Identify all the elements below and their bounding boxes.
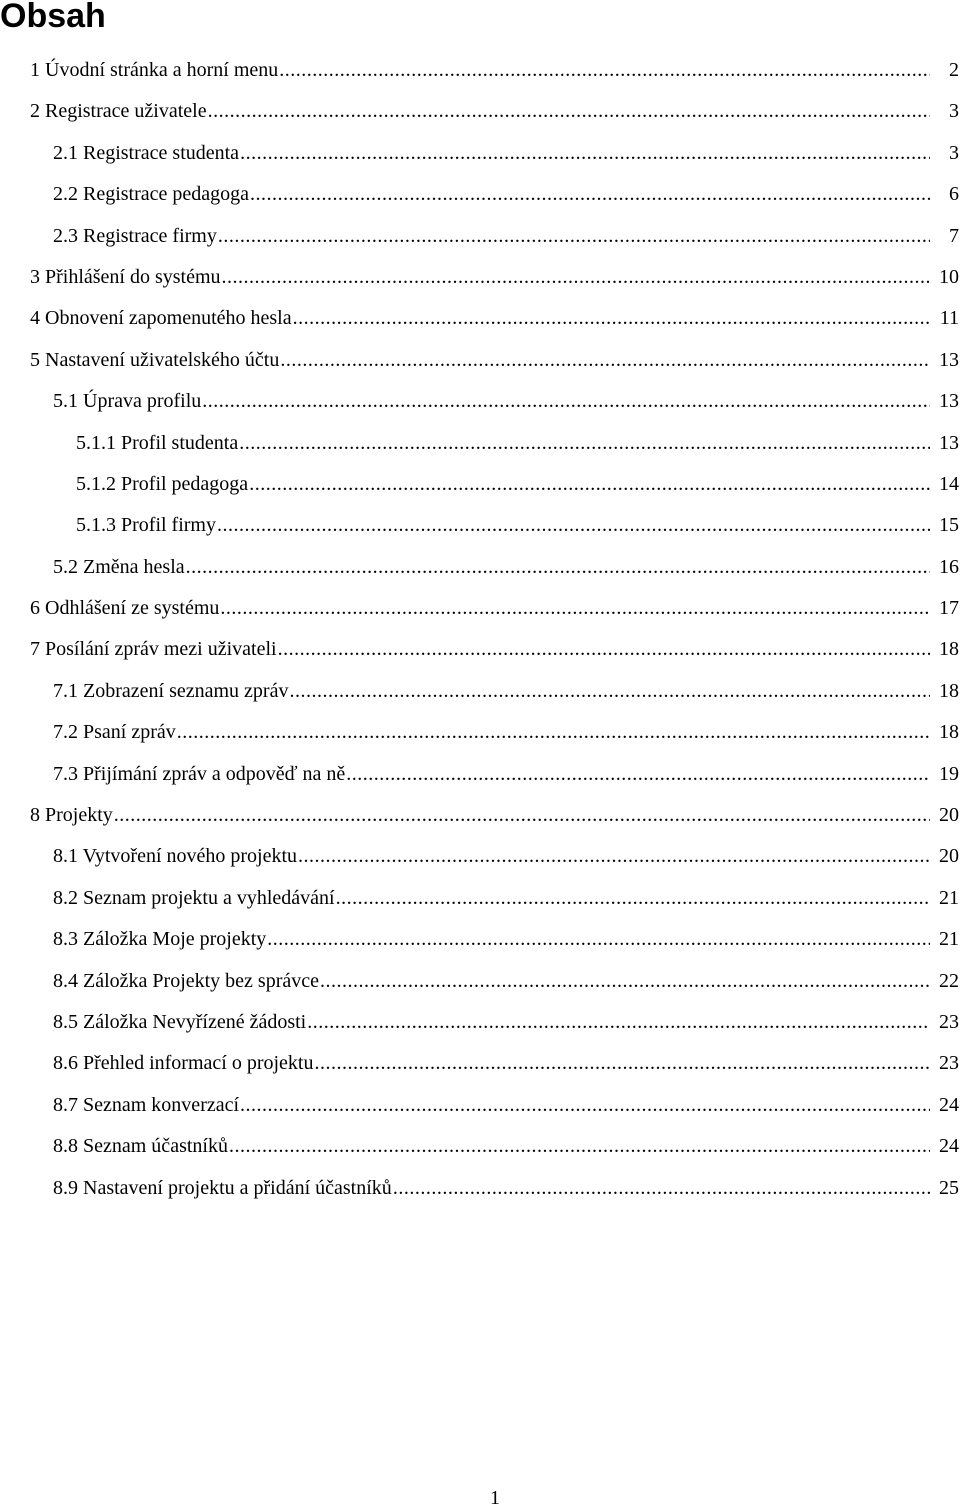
toc-dot-leader bbox=[293, 298, 930, 339]
toc-entry-label: 8.8 Seznam účastníků bbox=[53, 1135, 228, 1158]
toc-entry-page: 14 bbox=[939, 472, 959, 495]
toc-entry-page: 18 bbox=[939, 721, 959, 744]
toc-entry[interactable] bbox=[0, 50, 960, 91]
toc-dot-leader bbox=[114, 795, 930, 836]
toc-entry[interactable] bbox=[0, 629, 960, 670]
toc-entry-label: 5.1.2 Profil pedagoga bbox=[76, 472, 249, 495]
toc-entry-label: 4 Obnovení zapomenutého hesla bbox=[30, 307, 292, 330]
toc-entry-label: 5.1.1 Profil studenta bbox=[76, 431, 239, 454]
toc-dot-leader bbox=[229, 1126, 930, 1167]
toc-dot-leader bbox=[202, 381, 930, 422]
page-title: Obsah bbox=[0, 0, 106, 35]
toc-entry-page: 2 bbox=[949, 59, 959, 81]
toc-dot-leader bbox=[346, 754, 930, 795]
toc-entry[interactable] bbox=[0, 216, 960, 257]
toc-dot-leader bbox=[298, 836, 930, 877]
toc-entry-label: 6 Odhlášení ze systému bbox=[30, 597, 220, 620]
toc-dot-leader bbox=[218, 216, 930, 257]
toc-dot-leader bbox=[217, 505, 930, 546]
toc-entry-label: 8 Projekty bbox=[30, 804, 113, 827]
toc-dot-leader bbox=[177, 712, 930, 753]
toc-entry-label: 5.1.3 Profil firmy bbox=[76, 514, 216, 537]
toc-entry-page: 22 bbox=[939, 969, 959, 992]
toc-entry-page: 18 bbox=[939, 679, 959, 702]
toc-entry-page: 17 bbox=[939, 597, 959, 620]
toc-entry-label: 8.4 Záložka Projekty bez správce bbox=[53, 969, 320, 992]
toc-entry-label: 8.1 Vytvoření nového projektu bbox=[53, 845, 298, 868]
toc-entry-page: 7 bbox=[949, 224, 959, 247]
toc-entry[interactable] bbox=[0, 298, 960, 339]
toc-entry[interactable] bbox=[0, 1168, 960, 1209]
toc-dot-leader bbox=[220, 588, 930, 629]
toc-entry[interactable] bbox=[0, 133, 960, 174]
toc-dot-leader bbox=[393, 1168, 930, 1209]
toc-entry[interactable] bbox=[0, 1043, 960, 1084]
toc-entry-page: 21 bbox=[939, 928, 959, 951]
toc-entry-page: 13 bbox=[939, 348, 959, 371]
toc-entry-page: 23 bbox=[939, 1010, 959, 1033]
toc-dot-leader bbox=[250, 174, 930, 215]
toc-entry[interactable] bbox=[0, 1126, 960, 1167]
toc-entry[interactable] bbox=[0, 381, 960, 422]
toc-dot-leader bbox=[278, 629, 930, 670]
toc-entry[interactable] bbox=[0, 1085, 960, 1126]
toc-entry-label: 8.3 Záložka Moje projekty bbox=[53, 928, 267, 951]
toc-entry-label: 7 Posílání zpráv mezi uživateli bbox=[30, 638, 277, 661]
toc-dot-leader bbox=[239, 423, 930, 464]
toc-entry-label: 8.9 Nastavení projektu a přidání účastníků bbox=[53, 1176, 392, 1199]
toc-dot-leader bbox=[240, 1085, 930, 1126]
toc-dot-leader bbox=[336, 878, 930, 919]
toc-entry-page: 13 bbox=[939, 390, 959, 413]
toc-entry-label: 3 Přihlášení do systému bbox=[30, 265, 221, 288]
toc-dot-leader bbox=[280, 340, 930, 381]
toc-entry[interactable] bbox=[0, 836, 960, 877]
toc-entry[interactable] bbox=[0, 919, 960, 960]
toc-entry[interactable] bbox=[0, 547, 960, 588]
toc-entry-page: 21 bbox=[939, 886, 959, 909]
toc-entry[interactable] bbox=[0, 91, 960, 132]
toc-entry[interactable] bbox=[0, 423, 960, 464]
toc-entry[interactable] bbox=[0, 754, 960, 795]
toc-entry-label: 2.3 Registrace firmy bbox=[53, 224, 217, 247]
toc-entry[interactable] bbox=[0, 588, 960, 629]
toc-entry-label: 8.6 Přehled informací o projektu bbox=[53, 1052, 314, 1075]
toc-entry-page: 13 bbox=[939, 431, 959, 454]
toc-entry[interactable] bbox=[0, 1002, 960, 1043]
toc-entry[interactable] bbox=[0, 961, 960, 1002]
table-of-contents bbox=[0, 50, 960, 1209]
toc-entry-page: 3 bbox=[949, 100, 959, 123]
toc-entry-page: 16 bbox=[939, 555, 959, 578]
toc-dot-leader bbox=[240, 133, 930, 174]
toc-entry-page: 6 bbox=[949, 183, 959, 206]
toc-entry-label: 2.2 Registrace pedagoga bbox=[53, 183, 250, 206]
toc-dot-leader bbox=[267, 919, 930, 960]
toc-entry-page: 10 bbox=[939, 265, 959, 288]
toc-entry-page: 19 bbox=[939, 762, 959, 785]
toc-entry-page: 24 bbox=[939, 1135, 959, 1158]
toc-entry-page: 24 bbox=[939, 1093, 959, 1116]
toc-entry[interactable] bbox=[0, 340, 960, 381]
toc-entry-page: 23 bbox=[939, 1052, 959, 1075]
toc-entry-page: 18 bbox=[939, 638, 959, 661]
toc-entry[interactable] bbox=[0, 795, 960, 836]
toc-dot-leader bbox=[208, 91, 930, 132]
toc-dot-leader bbox=[289, 671, 930, 712]
toc-entry[interactable] bbox=[0, 174, 960, 215]
toc-dot-leader bbox=[315, 1043, 931, 1084]
toc-entry-label: 5 Nastavení uživatelského účtu bbox=[30, 348, 280, 371]
toc-entry[interactable] bbox=[0, 464, 960, 505]
toc-entry-label: 5.2 Změna hesla bbox=[53, 555, 185, 578]
toc-dot-leader bbox=[249, 464, 930, 505]
toc-entry-page: 11 bbox=[939, 307, 959, 330]
toc-entry[interactable] bbox=[0, 671, 960, 712]
toc-entry-page: 15 bbox=[939, 514, 959, 537]
toc-entry[interactable] bbox=[0, 257, 960, 298]
toc-entry[interactable] bbox=[0, 712, 960, 753]
toc-entry-page: 20 bbox=[939, 845, 959, 868]
page-number: 1 bbox=[490, 1487, 500, 1509]
toc-entry[interactable] bbox=[0, 505, 960, 546]
toc-entry-label: 8.7 Seznam konverzací bbox=[53, 1093, 240, 1116]
toc-entry-page: 25 bbox=[939, 1176, 959, 1199]
toc-entry-label: 8.2 Seznam projektu a vyhledávání bbox=[53, 886, 335, 909]
toc-dot-leader bbox=[279, 50, 930, 91]
toc-entry-label: 8.5 Záložka Nevyřízené žádosti bbox=[53, 1010, 307, 1033]
toc-entry-label: 1 Úvodní stránka a horní menu bbox=[30, 59, 279, 81]
toc-entry-page: 3 bbox=[949, 141, 959, 164]
toc-entry-label: 7.1 Zobrazení seznamu zpráv bbox=[53, 679, 289, 702]
toc-dot-leader bbox=[307, 1002, 930, 1043]
toc-dot-leader bbox=[222, 257, 930, 298]
toc-entry-label: 7.2 Psaní zpráv bbox=[53, 721, 176, 744]
toc-entry-label: 2 Registrace uživatele bbox=[30, 100, 207, 123]
toc-entry-label: 7.3 Přijímání zpráv a odpověď na ně bbox=[53, 762, 346, 785]
toc-entry-label: 5.1 Úprava profilu bbox=[53, 390, 202, 413]
toc-dot-leader bbox=[186, 547, 930, 588]
toc-dot-leader bbox=[320, 961, 930, 1002]
toc-entry-label: 2.1 Registrace studenta bbox=[53, 141, 240, 164]
toc-entry[interactable] bbox=[0, 878, 960, 919]
toc-entry-page: 20 bbox=[939, 804, 959, 827]
